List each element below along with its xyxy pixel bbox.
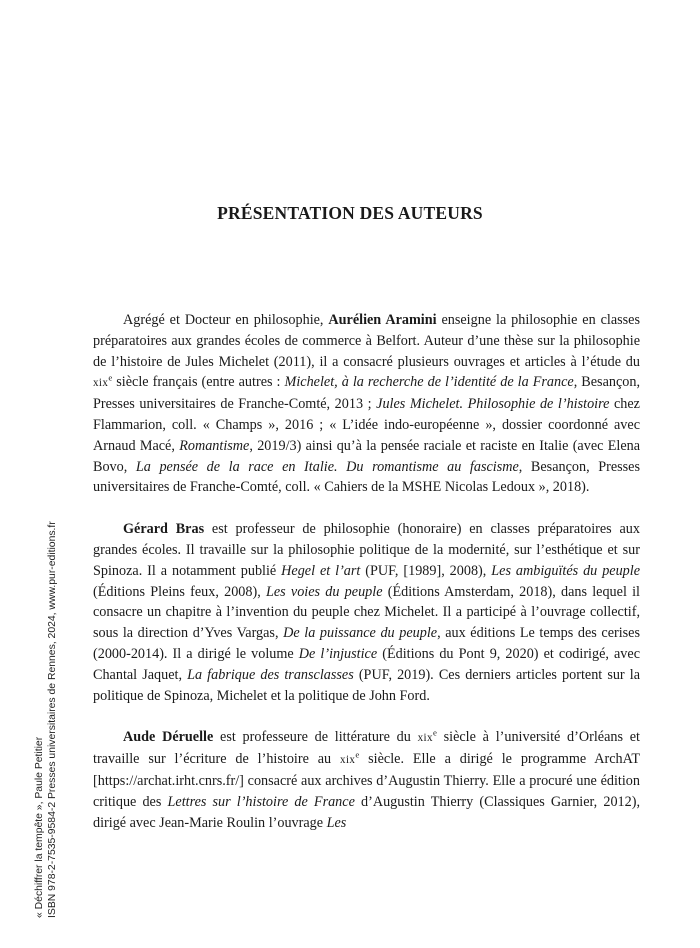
work-title: Lettres sur l’histoire de France xyxy=(167,793,355,810)
work-title: De la puissance du peuple xyxy=(283,625,438,642)
bio-text: (PUF, [1989], 2008), xyxy=(360,562,492,579)
bio-text: siècle. Elle a dirigé le programme ArchAT [https://archat.irht.cnrs.fr/] consacré aux archives d’Augustin Thierry. Elle a procuré une édition critique des xyxy=(93,751,640,810)
sidebar-book-title: « Déchiffrer la tempête », Paule Petitier xyxy=(34,736,45,918)
sidebar-isbn-publisher: ISBN 978-2-7535-9584-2 Presses universitaires de Rennes, 2024, www.pur-editions.fr xyxy=(46,521,58,918)
bio-text: d’Augustin Thierry (Classiques Garnier, 2012), dirigé avec Jean-Marie Roulin l’ouvrage xyxy=(93,793,640,831)
bio-text: chez Flammarion, coll. « Champs », 2016 ; « L’idée indo-européenne », dossier coordonné avec Arnaud Macé, xyxy=(93,396,640,454)
author-bios xyxy=(93,310,640,833)
work-title: La pensée de la race en Italie. Du romantisme au fascisme xyxy=(135,458,519,475)
bio-text: siècle français (entre autres : xyxy=(112,374,285,391)
author-bio-bras xyxy=(93,519,640,706)
copyright-sidebar xyxy=(34,521,59,918)
bio-text: , aux éditions Le temps des cerises (2000-2014). Il a dirigé le volume xyxy=(93,625,640,662)
bio-text: est professeure de littérature du xyxy=(213,729,418,746)
author-bio-aramini xyxy=(93,310,640,498)
work-title: Michelet, à la recherche de l’identité de la France xyxy=(284,374,574,391)
bio-text: enseigne la philosophie en classes préparatoires aux grandes écoles de commerce à Belfort. Auteur d’une thèse sur la philosophie de l’histoire de Jules Michelet (2011), il a consacré plusieurs ouvrages et articles à l’étude du xyxy=(93,312,640,370)
bio-text: xix xyxy=(417,732,433,745)
bio-text: xix xyxy=(340,754,356,767)
work-title: Les voies du peuple xyxy=(265,583,383,600)
bio-text: siècle à l’université d’Orléans et travaille sur l’écriture de l’histoire au xyxy=(93,729,640,768)
bio-text: (Éditions Amsterdam, 2018), dans lequel il consacre un chapitre à l’invention du peuple chez Michelet. Il a participé à l’ouvrage collectif, sous la direction d’Yves Vargas, xyxy=(93,583,640,642)
bio-text: (Éditions Pleins feux, 2008), xyxy=(93,583,266,600)
author-bio-deruelle xyxy=(93,727,640,833)
bio-text: , 2019/3) ainsi qu’à la pensée raciale et raciste en Italie (avec Elena Bovo, xyxy=(93,437,641,475)
bio-text: e xyxy=(355,749,360,760)
page-title: PRÉSENTATION DES AUTEURS xyxy=(217,203,483,223)
bio-text: Agrégé et Docteur en philosophie, xyxy=(123,312,329,328)
work-title: Romantisme xyxy=(179,437,250,454)
bio-text: , Besançon, Presses universitaires de Franche-Comté, coll. « Cahiers de la MSHE Nicolas Ledoux », 2018). xyxy=(93,458,640,496)
work-title: La fabrique des transclasses xyxy=(187,666,354,683)
work-title: Les ambiguïtés du peuple xyxy=(491,562,641,579)
bio-text: xix xyxy=(93,377,109,390)
author-name: Gérard Bras xyxy=(123,521,205,538)
bio-text: e xyxy=(432,727,437,738)
work-title: Jules Michelet. Philosophie de l’histoire xyxy=(376,396,610,413)
work-title: De l’injustice xyxy=(298,645,378,662)
bio-text: est professeur de philosophie (honoraire) en classes préparatoires aux grandes écoles. Il travaille sur la philosophie politique de la modernité, sur l’esthétique et sur Spinoza. Il a notamment publié xyxy=(93,521,640,579)
bio-text: (PUF, 2019). Ces derniers articles portent sur la politique de Spinoza, Michelet et la politique de John Ford. xyxy=(93,666,640,704)
work-title: Hegel et l’art xyxy=(281,562,361,579)
bio-text: , Besançon, Presses universitaires de Franche-Comté, 2013 ; xyxy=(93,374,640,413)
author-name: Aurélien Aramini xyxy=(328,312,437,328)
author-name: Aude Déruelle xyxy=(123,729,214,746)
work-title: Les xyxy=(326,814,347,831)
bio-text: (Éditions du Pont 9, 2020) et codirigé, avec Chantal Jaquet, xyxy=(93,645,640,683)
bio-text: e xyxy=(108,372,113,383)
